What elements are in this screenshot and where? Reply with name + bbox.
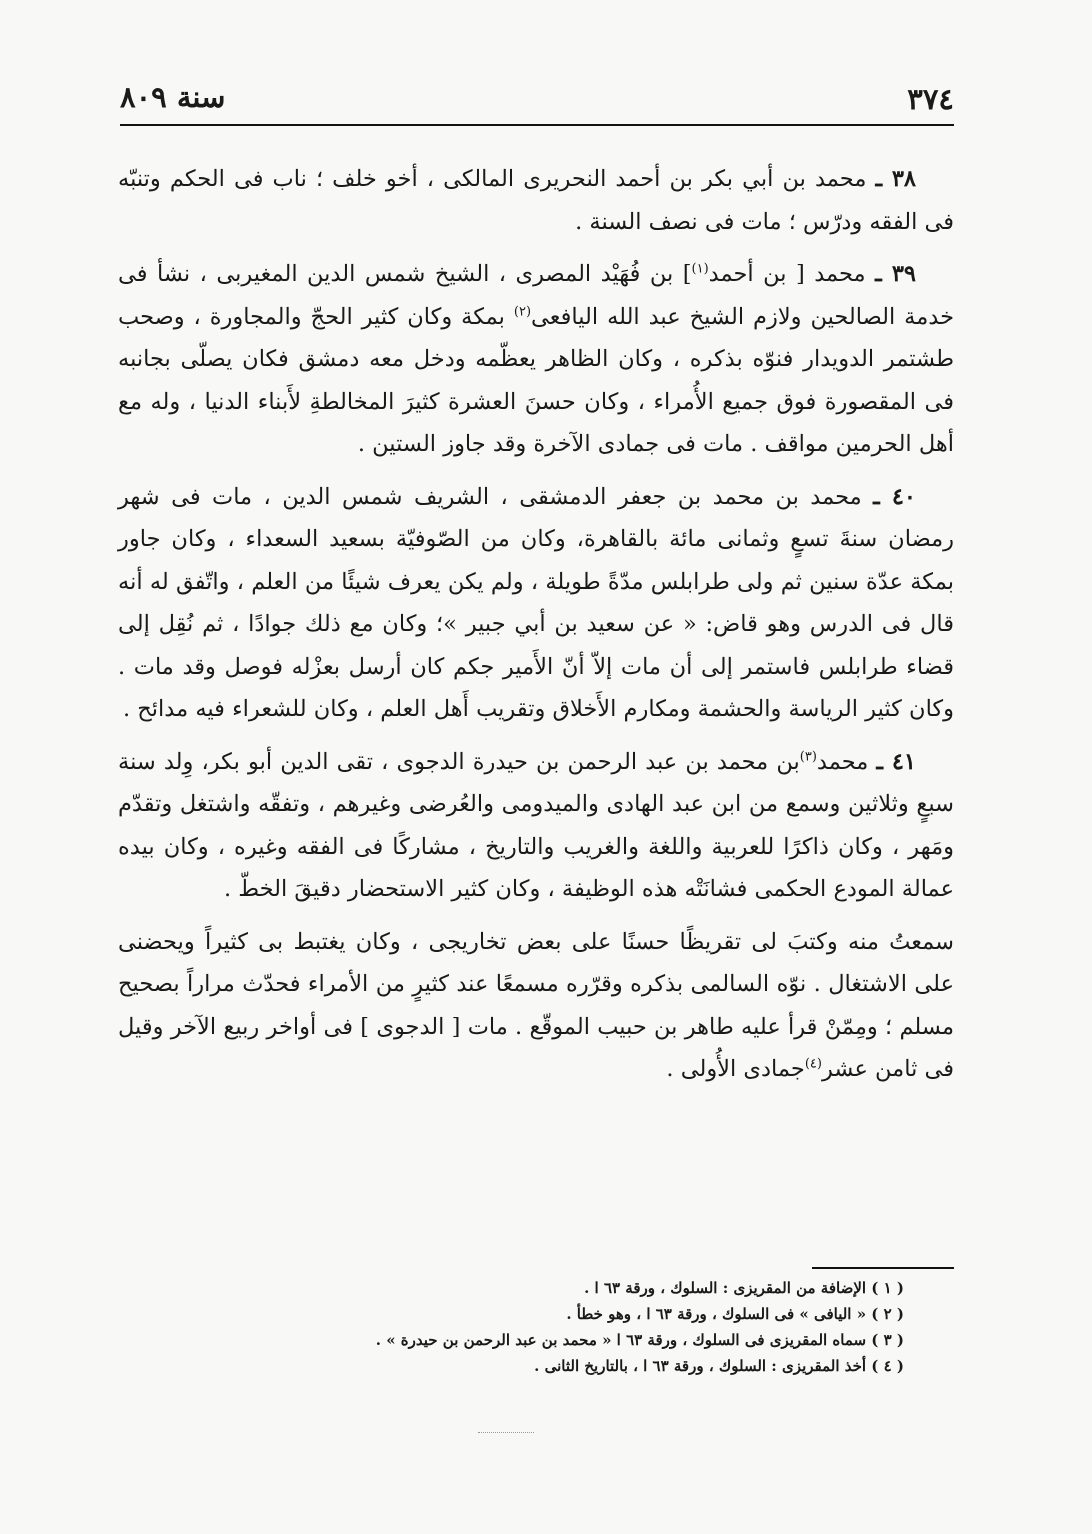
entry-text: محمد بن محمد بن جعفر الدمشقى ، الشريف شمس الدين ، مات فى شهر رمضان سنةَ تسعٍ وثمانى مائة بالقاهرة، وكان من الصّوفيّة بسعيد السعداء ، وكان جاور بمكة عدّة سنين ثم ولى طرابلس مدّةً طويلة ، ولم يكن يعرف شيئًا من العلم ، واتّفق له أنه قال فى الدرس وهو قاض: « عن سعيد بن أبي جبير »؛ وكان مع ذلك جوادًا ، ثم نُقِل إلى قضاء طرابلس فاستمر إلى أن مات إلاّ أنّ الأَمير جكم كان أرسل بعزْله فوصل وقد مات . وكان كثير الرياسة والحشمة ومكارم الأَخلاق وتقريب أَهل العلم ، وكان للشعراء فيه مدائح . — [118, 483, 954, 722]
entry-39 — [118, 253, 954, 466]
entry-number: ٤٠ ـ — [873, 483, 916, 510]
entry-text: بمكة وكان كثير الحجّ والمجاورة ، وصحب طشتمر الدويدار فنوّه بذكره ، وكان الظاهر يعظّمه ودخل معه دمشق فكان يصلّى بجانبه فى المقصورة فوق جميع الأُمراء ، وكان حسنَ العشرة كثيرَ المخالطةِ لأَبناء الدنيا ، وله مع أهل الحرمين مواقف . مات فى جمادى الآخرة وقد جاوز الستين . — [118, 303, 955, 457]
entry-number: ٣٩ ـ — [875, 261, 917, 287]
scan-smudge — [478, 1432, 534, 1433]
page-number: ٣٧٤ — [907, 82, 954, 116]
entry-40 — [118, 476, 954, 731]
entry-number: ٣٨ ـ — [875, 166, 916, 192]
footnote-ref-3: (٣) — [799, 749, 817, 764]
year-heading: سنة ٨٠٩ — [120, 80, 226, 114]
footnote-ref-4: (٤) — [804, 1056, 822, 1072]
footnote-3: ( ٣ ) سماه المقريزى فى السلوك ، ورقة ٦٣ ا « محمد بن عبد الرحمن بن حيدرة » . — [375, 1331, 904, 1349]
footnote-ref-2: (٢) — [513, 304, 532, 319]
footnote-rule — [812, 1267, 954, 1269]
footnote-2: ( ٢ ) « اليافى » فى السلوك ، ورقة ٦٣ ا ، وهو خطأ . — [566, 1305, 904, 1323]
footnote-4: ( ٤ ) أخذ المقريزى : السلوك ، ورقة ٦٣ ا ، بالتاريخ الثانى . — [534, 1357, 904, 1375]
entry-text: سمعتُ منه وكتبَ لى تقريظًا حسنًا على بعض تخاريجى ، وكان يغتبط بى كثيراً ويحضنى على الاشتغال . نوّه السالمى بذكره وقرّره مسمعًا عند كثيرٍ من الأمراء فحدّث مراراً بصحيح مسلم ؛ ومِمّنْ قرأ عليه طاهر بن حبيب الموقّع . مات [ الدجوى ] فى أواخر ربيع الآخر وقيل فى ثامن عشر — [118, 928, 954, 1082]
entry-41 — [118, 741, 954, 911]
entry-text: بن محمد بن عبد الرحمن بن حيدرة الدجوى ، تقى الدين أبو بكر، وِلد سنة سبعٍ وثلاثين وسمع من ابن عبد الهادى والميدومى والعُرضى وغيرهم ، وتفقّه واشتغل وتقدّم ومَهر ، وكان ذاكرًا للعربية واللغة والغريب والتاريخ ، مشاركًا فى الفقه وغيره ، وكان بيده عمالة المودع الحكمى فشانَتْه هذه الوظيفة ، وكان كثير الاستحضار دقيقَ الخطّ . — [118, 748, 954, 902]
entry-number: ٤١ ـ — [876, 748, 916, 775]
entry-38 — [118, 158, 954, 243]
entry-text: جمادى الأُولى . — [666, 1056, 805, 1082]
entry-text: محمد — [816, 748, 869, 775]
footnote-1: ( ١ ) الإضافة من المقريزى : السلوك ، ورقة ٦٣ ا . — [584, 1279, 904, 1297]
main-text — [118, 158, 954, 1101]
entry-text: محمد [ بن أحمد — [708, 261, 866, 287]
entry-41-continuation — [118, 921, 954, 1091]
entry-text: ] بن فُهَيْد المصرى ، الشيخ شمس الدين المغيربى ، نشأ فى خدمة الصالحين ولازم الشيخ عبد الله اليافعى — [118, 261, 954, 330]
header-rule — [120, 124, 954, 126]
running-header — [120, 78, 954, 122]
entry-text: محمد بن أبي بكر بن أحمد النحريرى المالكى ، أخو خلف ؛ ناب فى الحكم وتنبّه فى الفقه ودرّس ؛ مات فى نصف السنة . — [118, 166, 954, 235]
footnote-ref-1: (١) — [691, 261, 709, 277]
footnotes — [300, 1275, 904, 1379]
